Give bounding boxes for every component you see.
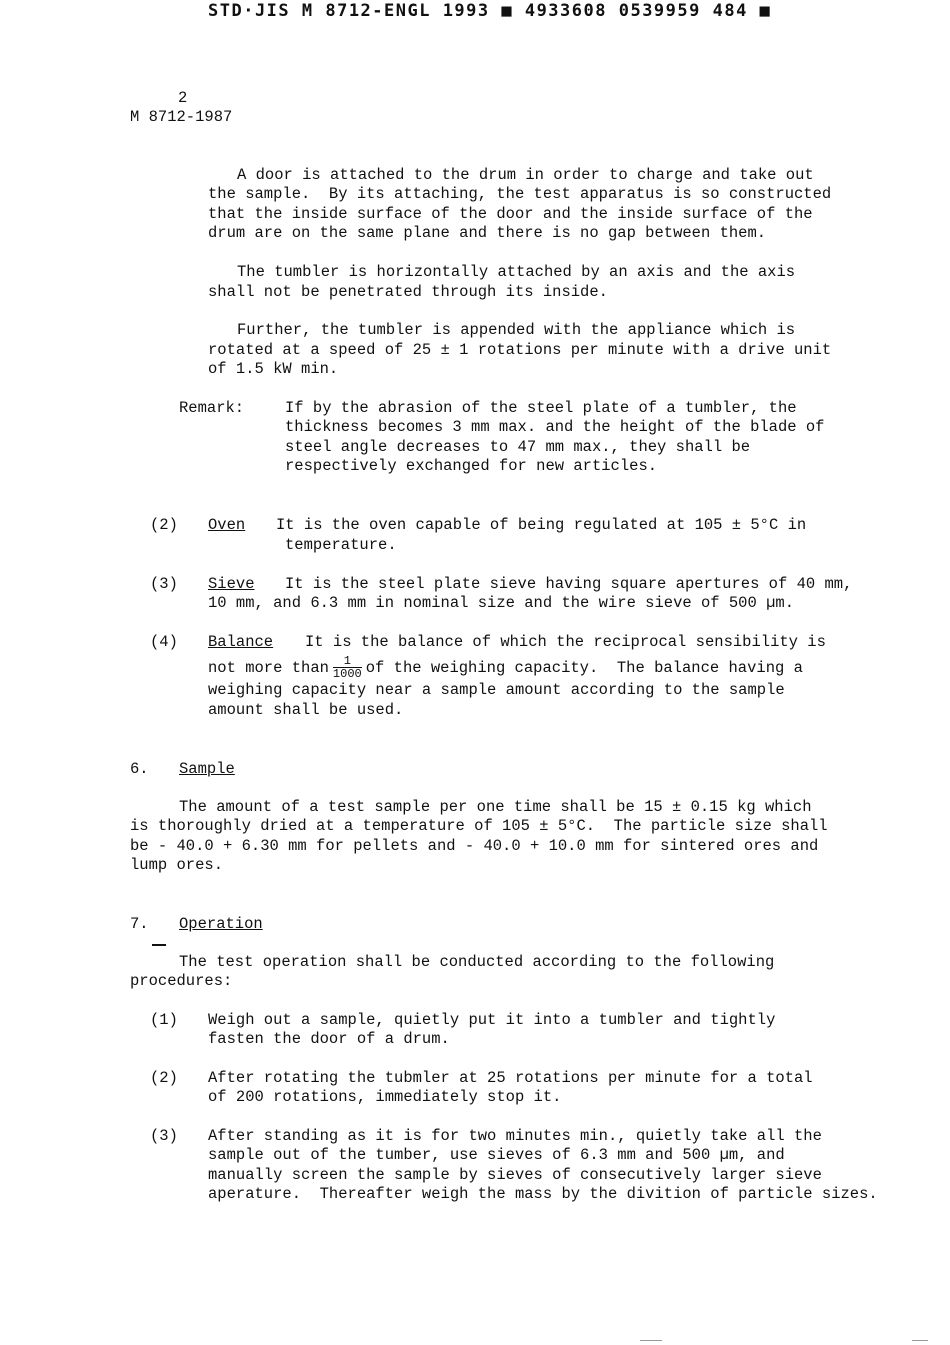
section6-title: Sample bbox=[179, 760, 235, 778]
section6-line2: is thoroughly dried at a temperature of 105 ± 5°C. The particle size shall bbox=[130, 817, 828, 835]
intro-p1-line1: A door is attached to the drum in order to charge and take out bbox=[237, 166, 814, 184]
item-oven-number: (2) bbox=[150, 516, 178, 534]
item-balance-line2: not more than $\frac{1}{1000}$ of the weighing capacity. The balance having a bbox=[208, 654, 803, 682]
section7-title: Operation bbox=[179, 915, 263, 933]
section7-number: 7. bbox=[130, 915, 149, 933]
document-id: M 8712-1987 bbox=[130, 108, 233, 126]
scan-mark bbox=[640, 1340, 662, 1341]
intro-p3-line3: of 1.5 kW min. bbox=[208, 360, 339, 378]
fraction: $\frac{1}{1000}$ bbox=[332, 654, 362, 682]
intro-p3-line1: Further, the tumbler is appended with the appliance which is bbox=[237, 321, 796, 339]
item-oven-line2: temperature. bbox=[285, 536, 397, 554]
step3-line1: After standing as it is for two minutes min., quietly take all the bbox=[208, 1127, 822, 1145]
page-number: 2 bbox=[178, 89, 188, 107]
step1-number: (1) bbox=[150, 1011, 178, 1029]
remark-label: Remark: bbox=[179, 399, 245, 417]
section6-line1: The amount of a test sample per one time shall be 15 ± 0.15 kg which bbox=[179, 798, 812, 816]
section6-number: 6. bbox=[130, 760, 149, 778]
section7-dash bbox=[152, 944, 166, 946]
step3-line4: aperature. Thereafter weigh the mass by the divition of particle sizes. bbox=[208, 1185, 878, 1203]
step2-number: (2) bbox=[150, 1069, 178, 1087]
step3-line3: manually screen the sample by sieves of consecutively larger sieve bbox=[208, 1166, 822, 1184]
item-sieve-title: Sieve bbox=[208, 575, 255, 593]
item-balance-line3: weighing capacity near a sample amount according to the sample bbox=[208, 681, 785, 699]
remark-line1: If by the abrasion of the steel plate of a tumbler, the bbox=[285, 399, 797, 417]
section6-line4: lump ores. bbox=[130, 856, 224, 874]
step2-line2: of 200 rotations, immediately stop it. bbox=[208, 1088, 562, 1106]
remark-line4: respectively exchanged for new articles. bbox=[285, 457, 658, 475]
intro-p2-line1: The tumbler is horizontally attached by an axis and the axis bbox=[237, 263, 796, 281]
item-oven-title: Oven bbox=[208, 516, 246, 534]
item-sieve-line2: 10 mm, and 6.3 mm in nominal size and the wire sieve of 500 µm. bbox=[208, 594, 794, 612]
section6-line3: be - 40.0 + 6.30 mm for pellets and - 40.0 + 10.0 mm for sintered ores and bbox=[130, 837, 819, 855]
section7-intro-line2: procedures: bbox=[130, 972, 233, 990]
item-balance-number: (4) bbox=[150, 633, 178, 651]
intro-p1-line4: drum are on the same plane and there is no gap between them. bbox=[208, 224, 767, 242]
step3-line2: sample out of the tumber, use sieves of 6.3 mm and 500 µm, and bbox=[208, 1146, 785, 1164]
item-sieve-line1: It is the steel plate sieve having square apertures of 40 mm, bbox=[285, 575, 853, 593]
step1-line1: Weigh out a sample, quietly put it into a tumbler and tightly bbox=[208, 1011, 776, 1029]
intro-p2-line2: shall not be penetrated through its inside. bbox=[208, 283, 608, 301]
item-balance-line4: amount shall be used. bbox=[208, 701, 404, 719]
document-stamp: STD·JIS M 8712-ENGL 1993 ■ 4933608 0539959 484 ■ bbox=[208, 1, 772, 21]
step2-line1: After rotating the tubmler at 25 rotations per minute for a total bbox=[208, 1069, 813, 1087]
remark-line2: thickness becomes 3 mm max. and the height of the blade of bbox=[285, 418, 825, 436]
scan-mark bbox=[912, 1340, 928, 1341]
intro-p1-line2: the sample. By its attaching, the test apparatus is so constructed bbox=[208, 185, 832, 203]
intro-p1-line3: that the inside surface of the door and the inside surface of the bbox=[208, 205, 813, 223]
step3-number: (3) bbox=[150, 1127, 178, 1145]
step1-line2: fasten the door of a drum. bbox=[208, 1030, 450, 1048]
intro-p3-line2: rotated at a speed of 25 ± 1 rotations per minute with a drive unit bbox=[208, 341, 832, 359]
item-balance-title: Balance bbox=[208, 633, 274, 651]
remark-line3: steel angle decreases to 47 mm max., they shall be bbox=[285, 438, 751, 456]
item-oven-line1: It is the oven capable of being regulated at 105 ± 5°C in bbox=[276, 516, 807, 534]
item-sieve-number: (3) bbox=[150, 575, 178, 593]
section7-intro-line1: The test operation shall be conducted according to the following bbox=[179, 953, 775, 971]
item-balance-line1: It is the balance of which the reciprocal sensibility is bbox=[305, 633, 826, 651]
